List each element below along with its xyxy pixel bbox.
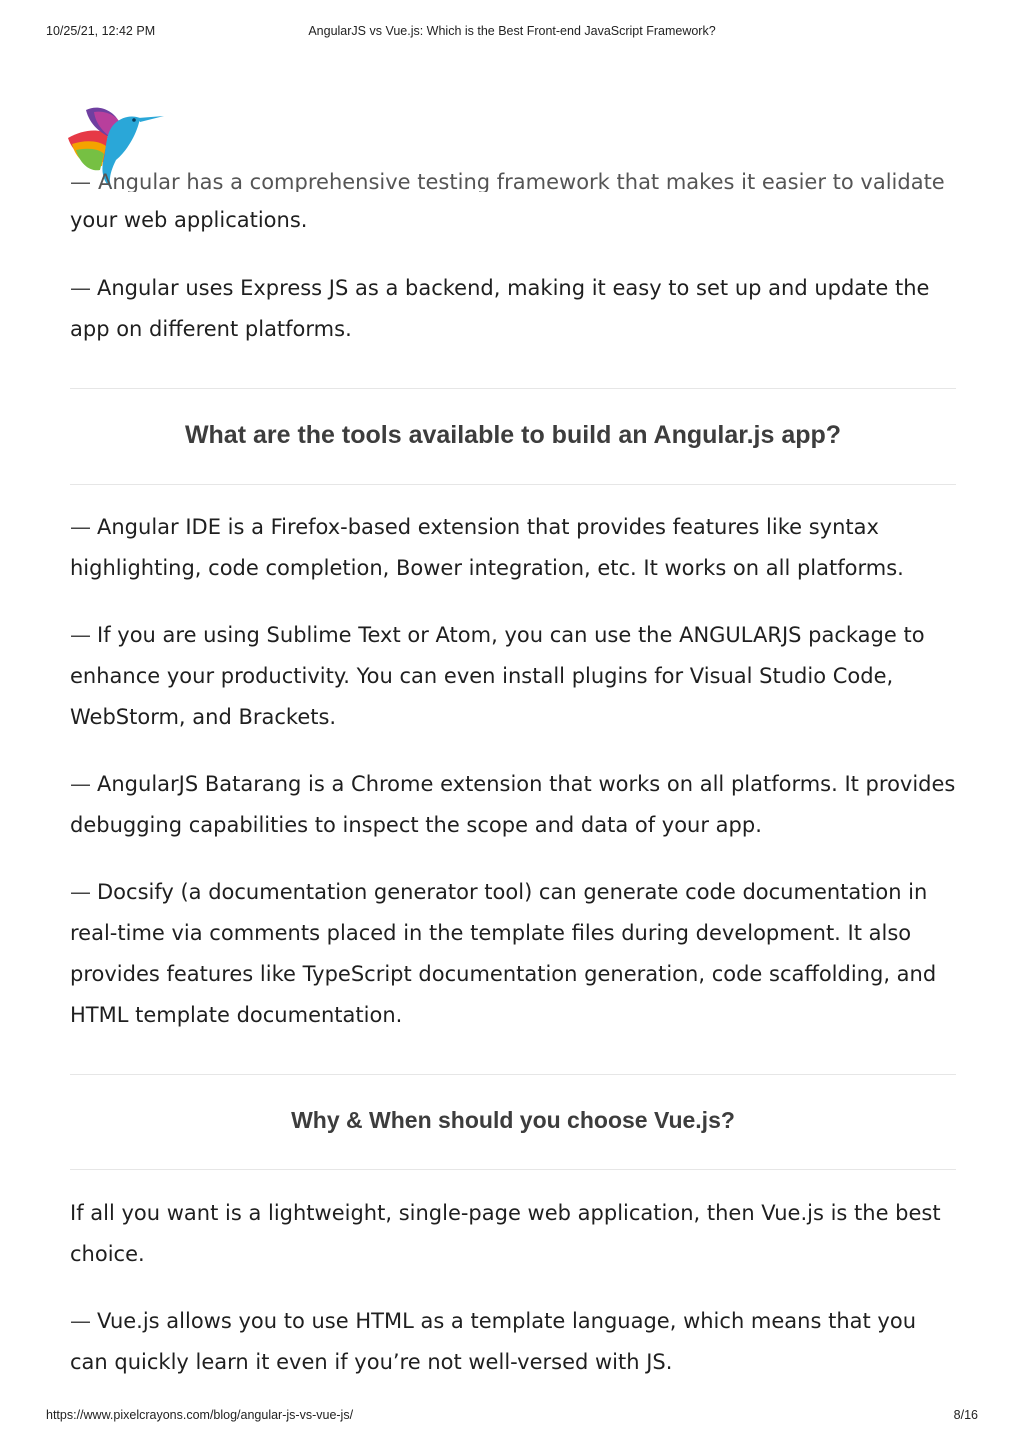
print-header [0,24,1024,44]
paragraph-text: Angular uses Express JS as a backend, making it easy to set up and update the app on different platforms. [70,276,930,341]
list-item [70,872,956,1036]
dash-marker: — [70,276,91,300]
list-item [70,764,956,846]
list-item-text: Docsify (a documentation generator tool) can generate code documentation in real-time via comments placed in the template files during development. It also provides features like TypeScript documentation generation, code scaffolding, and HTML template documentation. [70,880,937,1027]
page-number: 8/16 [953,1408,978,1422]
dash-marker: — [70,1309,91,1333]
list-item-text: If you are using Sublime Text or Atom, you can use the ANGULARJS package to enhance your productivity. You can even install plugins for Visual Studio Code, WebStorm, and Brackets. [70,623,925,729]
dash-marker: — [70,170,91,192]
section-heading-tools: What are the tools available to build an Angular.js app? [184,421,842,449]
list-item [70,1301,956,1383]
print-datetime: 10/25/21, 12:42 PM [46,24,156,38]
paragraph [70,1193,956,1275]
list-item-text: Angular IDE is a Firefox-based extension that provides features like syntax highlighting, code completion, Bower integration, etc. It works on all platforms. [70,515,904,580]
list-item [70,507,956,589]
paragraph [70,200,956,241]
print-footer [0,1408,1024,1428]
section-heading-vue: Why & When should you choose Vue.js? [291,1107,735,1133]
list-item-text: AngularJS Batarang is a Chrome extension that works on all platforms. It provides debugging capabilities to inspect the scope and data of your app. [70,772,956,837]
list-item-text: Vue.js allows you to use HTML as a template language, which means that you can quickly learn it even if you’re not well-versed with JS. [70,1309,916,1374]
clipped-line-text: Angular has a comprehensive testing framework that makes it easier to validate [98,170,945,192]
paragraph-text: your web applications. [70,208,308,232]
paragraph [70,268,956,350]
paragraph-text: If all you want is a lightweight, single-page web application, then Vue.js is the best choice. [70,1201,941,1266]
dash-marker: — [70,880,91,904]
list-item [70,615,956,738]
dash-marker: — [70,772,91,796]
print-document-title: AngularJS vs Vue.js: Which is the Best Front-end JavaScript Framework? [308,24,716,38]
divider [70,484,956,485]
dash-marker: — [70,623,91,647]
divider [70,1169,956,1170]
clipped-text-line [70,166,950,192]
dash-marker: — [70,515,91,539]
article-content [70,200,956,1383]
page-url: https://www.pixelcrayons.com/blog/angular-js-vs-vue-js/ [46,1408,354,1422]
divider [70,388,956,389]
divider [70,1074,956,1075]
